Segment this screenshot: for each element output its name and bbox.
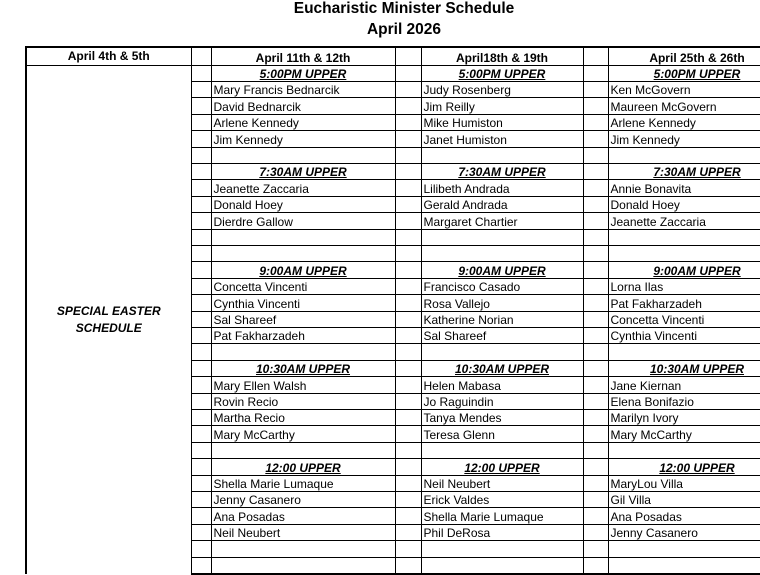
- minister-name: Mary McCarthy: [608, 426, 760, 442]
- blank-cell: [421, 557, 583, 574]
- minister-name: Judy Rosenberg: [421, 81, 583, 97]
- gap-cell: [583, 344, 608, 360]
- gap-cell: [191, 524, 211, 540]
- gap-cell: [191, 557, 211, 574]
- blank-cell: [421, 344, 583, 360]
- minister-name: Annie Bonavita: [608, 180, 760, 196]
- gap-cell: [191, 360, 211, 376]
- gap-cell: [395, 147, 421, 163]
- blank-cell: [608, 245, 760, 261]
- gap-cell: [191, 196, 211, 212]
- minister-name: Martha Recio: [211, 410, 395, 426]
- special-easter-note: SPECIAL EASTER SCHEDULE: [26, 65, 191, 574]
- minister-name: Dierdre Gallow: [211, 213, 395, 229]
- gap-cell: [395, 65, 421, 81]
- minister-name: Elena Bonifazio: [608, 393, 760, 409]
- minister-name: Jo Raguindin: [421, 393, 583, 409]
- column-header-april-4-5: April 4th & 5th: [26, 47, 191, 65]
- minister-name: Ana Posadas: [608, 508, 760, 524]
- blank-cell: [608, 442, 760, 458]
- gap-cell: [395, 295, 421, 311]
- gap-cell: [583, 410, 608, 426]
- gap-cell: [191, 508, 211, 524]
- gap-cell: [395, 278, 421, 294]
- gap-cell: [395, 131, 421, 147]
- gap-cell: [395, 541, 421, 557]
- gap-cell: [583, 459, 608, 475]
- blank-cell: [421, 541, 583, 557]
- gap-cell: [191, 229, 211, 245]
- gap-cell: [395, 328, 421, 344]
- mass-time-heading: 5:00PM UPPER: [608, 65, 760, 81]
- gap-cell: [395, 475, 421, 491]
- minister-name: Ken McGovern: [608, 81, 760, 97]
- column-header-april-18-19: April18th & 19th: [421, 47, 583, 65]
- gap-cell: [395, 557, 421, 574]
- column-header-april-25-26: April 25th & 26th: [608, 47, 760, 65]
- minister-name: Shella Marie Lumaque: [211, 475, 395, 491]
- gap-cell: [583, 295, 608, 311]
- minister-name: Arlene Kennedy: [608, 114, 760, 130]
- gap-cell: [395, 344, 421, 360]
- minister-name: Sal Shareef: [211, 311, 395, 327]
- gap-cell: [583, 229, 608, 245]
- minister-name: Erick Valdes: [421, 492, 583, 508]
- gap-cell: [583, 180, 608, 196]
- gap-cell: [395, 442, 421, 458]
- gap-cell: [191, 81, 211, 97]
- minister-name: Jenny Casanero: [211, 492, 395, 508]
- minister-name: Shella Marie Lumaque: [421, 508, 583, 524]
- gap-cell: [583, 524, 608, 540]
- gap-cell: [395, 196, 421, 212]
- minister-name: Ana Posadas: [211, 508, 395, 524]
- gap-cell: [191, 344, 211, 360]
- gap-cell: [583, 393, 608, 409]
- minister-name: Katherine Norian: [421, 311, 583, 327]
- gap-cell: [583, 81, 608, 97]
- mass-time-heading: 12:00 UPPER: [211, 459, 395, 475]
- minister-name: Gil Villa: [608, 492, 760, 508]
- blank-cell: [211, 557, 395, 574]
- minister-name: Jane Kiernan: [608, 377, 760, 393]
- gap-cell: [583, 360, 608, 376]
- mass-time-heading: 5:00PM UPPER: [211, 65, 395, 81]
- minister-name: Helen Mabasa: [421, 377, 583, 393]
- gap-cell: [583, 98, 608, 114]
- minister-name: Rosa Vallejo: [421, 295, 583, 311]
- gap-cell: [583, 262, 608, 278]
- gap-cell: [395, 311, 421, 327]
- gap-cell: [395, 114, 421, 130]
- gap-cell: [191, 163, 211, 179]
- gap-cell: [395, 47, 421, 65]
- mass-time-heading: 12:00 UPPER: [421, 459, 583, 475]
- minister-name: Mary Francis Bednarcik: [211, 81, 395, 97]
- blank-cell: [421, 245, 583, 261]
- gap-cell: [583, 328, 608, 344]
- blank-cell: [421, 442, 583, 458]
- mass-time-heading: 9:00AM UPPER: [421, 262, 583, 278]
- minister-name: Jim Reilly: [421, 98, 583, 114]
- gap-cell: [583, 492, 608, 508]
- minister-name: Francisco Casado: [421, 278, 583, 294]
- gap-cell: [191, 213, 211, 229]
- gap-cell: [583, 196, 608, 212]
- blank-cell: [608, 344, 760, 360]
- minister-name: Jim Kennedy: [211, 131, 395, 147]
- minister-name: [608, 229, 760, 245]
- minister-name: David Bednarcik: [211, 98, 395, 114]
- gap-cell: [191, 245, 211, 261]
- minister-name: Lilibeth Andrada: [421, 180, 583, 196]
- gap-cell: [395, 410, 421, 426]
- gap-cell: [395, 262, 421, 278]
- gap-cell: [191, 328, 211, 344]
- gap-cell: [583, 278, 608, 294]
- minister-name: Cynthia Vincenti: [211, 295, 395, 311]
- gap-cell: [583, 163, 608, 179]
- mass-time-heading: 9:00AM UPPER: [211, 262, 395, 278]
- gap-cell: [395, 229, 421, 245]
- minister-name: Donald Hoey: [211, 196, 395, 212]
- minister-name: Donald Hoey: [608, 196, 760, 212]
- minister-name: Neil Neubert: [211, 524, 395, 540]
- blank-cell: [608, 541, 760, 557]
- minister-name: Tanya Mendes: [421, 410, 583, 426]
- gap-cell: [191, 475, 211, 491]
- minister-name: Jim Kennedy: [608, 131, 760, 147]
- mass-time-heading: 7:30AM UPPER: [211, 163, 395, 179]
- blank-cell: [211, 147, 395, 163]
- gap-cell: [395, 524, 421, 540]
- gap-cell: [191, 65, 211, 81]
- minister-name: Concetta Vincenti: [211, 278, 395, 294]
- blank-cell: [211, 245, 395, 261]
- mass-time-heading: 7:30AM UPPER: [421, 163, 583, 179]
- gap-cell: [583, 508, 608, 524]
- gap-cell: [191, 47, 211, 65]
- gap-cell: [191, 393, 211, 409]
- gap-cell: [583, 311, 608, 327]
- gap-cell: [395, 459, 421, 475]
- gap-cell: [583, 65, 608, 81]
- gap-cell: [583, 245, 608, 261]
- gap-cell: [191, 492, 211, 508]
- gap-cell: [395, 163, 421, 179]
- column-header-april-11-12: April 11th & 12th: [211, 47, 395, 65]
- gap-cell: [583, 475, 608, 491]
- mass-time-heading: 10:30AM UPPER: [608, 360, 760, 376]
- minister-name: Marilyn Ivory: [608, 410, 760, 426]
- gap-cell: [191, 98, 211, 114]
- gap-cell: [395, 377, 421, 393]
- minister-name: Janet Humiston: [421, 131, 583, 147]
- minister-name: Maureen McGovern: [608, 98, 760, 114]
- minister-name: [211, 229, 395, 245]
- minister-name: Concetta Vincenti: [608, 311, 760, 327]
- gap-cell: [395, 213, 421, 229]
- schedule-table: [25, 46, 760, 575]
- minister-name: Sal Shareef: [421, 328, 583, 344]
- minister-name: Teresa Glenn: [421, 426, 583, 442]
- mass-time-heading: 5:00PM UPPER: [421, 65, 583, 81]
- header-row: [26, 47, 760, 65]
- minister-name: MaryLou Villa: [608, 475, 760, 491]
- gap-cell: [191, 131, 211, 147]
- blank-cell: [211, 541, 395, 557]
- minister-name: Arlene Kennedy: [211, 114, 395, 130]
- gap-cell: [395, 508, 421, 524]
- mass-time-heading: 9:00AM UPPER: [608, 262, 760, 278]
- gap-cell: [583, 131, 608, 147]
- gap-cell: [395, 98, 421, 114]
- minister-name: Cynthia Vincenti: [608, 328, 760, 344]
- mass-time-heading: 12:00 UPPER: [608, 459, 760, 475]
- gap-cell: [191, 147, 211, 163]
- blank-cell: [608, 147, 760, 163]
- mass-time-row: [26, 65, 760, 81]
- gap-cell: [395, 360, 421, 376]
- gap-cell: [191, 410, 211, 426]
- mass-time-heading: 10:30AM UPPER: [211, 360, 395, 376]
- gap-cell: [583, 442, 608, 458]
- gap-cell: [395, 245, 421, 261]
- gap-cell: [583, 557, 608, 574]
- gap-cell: [583, 426, 608, 442]
- gap-cell: [583, 147, 608, 163]
- gap-cell: [191, 459, 211, 475]
- gap-cell: [395, 393, 421, 409]
- minister-name: Phil DeRosa: [421, 524, 583, 540]
- minister-name: Gerald Andrada: [421, 196, 583, 212]
- gap-cell: [191, 262, 211, 278]
- minister-name: Mary McCarthy: [211, 426, 395, 442]
- gap-cell: [395, 81, 421, 97]
- minister-name: Mike Humiston: [421, 114, 583, 130]
- page-title: Eucharistic Minister Schedule: [293, 0, 515, 17]
- gap-cell: [191, 278, 211, 294]
- minister-name: Mary Ellen Walsh: [211, 377, 395, 393]
- gap-cell: [191, 442, 211, 458]
- gap-cell: [583, 541, 608, 557]
- minister-name: Neil Neubert: [421, 475, 583, 491]
- minister-name: Rovin Recio: [211, 393, 395, 409]
- gap-cell: [583, 377, 608, 393]
- page-subtitle: April 2026: [366, 21, 442, 38]
- gap-cell: [191, 426, 211, 442]
- gap-cell: [191, 114, 211, 130]
- gap-cell: [191, 311, 211, 327]
- minister-name: Lorna Ilas: [608, 278, 760, 294]
- gap-cell: [583, 114, 608, 130]
- blank-cell: [211, 344, 395, 360]
- minister-name: Pat Fakharzadeh: [608, 295, 760, 311]
- gap-cell: [395, 492, 421, 508]
- minister-name: [421, 229, 583, 245]
- gap-cell: [583, 47, 608, 65]
- minister-name: Pat Fakharzadeh: [211, 328, 395, 344]
- gap-cell: [395, 426, 421, 442]
- gap-cell: [191, 295, 211, 311]
- minister-name: Jeanette Zaccaria: [608, 213, 760, 229]
- minister-name: Jenny Casanero: [608, 524, 760, 540]
- blank-cell: [608, 557, 760, 574]
- gap-cell: [191, 377, 211, 393]
- blank-cell: [211, 442, 395, 458]
- gap-cell: [191, 180, 211, 196]
- gap-cell: [395, 180, 421, 196]
- minister-name: Jeanette Zaccaria: [211, 180, 395, 196]
- blank-cell: [421, 147, 583, 163]
- minister-name: Margaret Chartier: [421, 213, 583, 229]
- mass-time-heading: 7:30AM UPPER: [608, 163, 760, 179]
- gap-cell: [191, 541, 211, 557]
- gap-cell: [583, 213, 608, 229]
- mass-time-heading: 10:30AM UPPER: [421, 360, 583, 376]
